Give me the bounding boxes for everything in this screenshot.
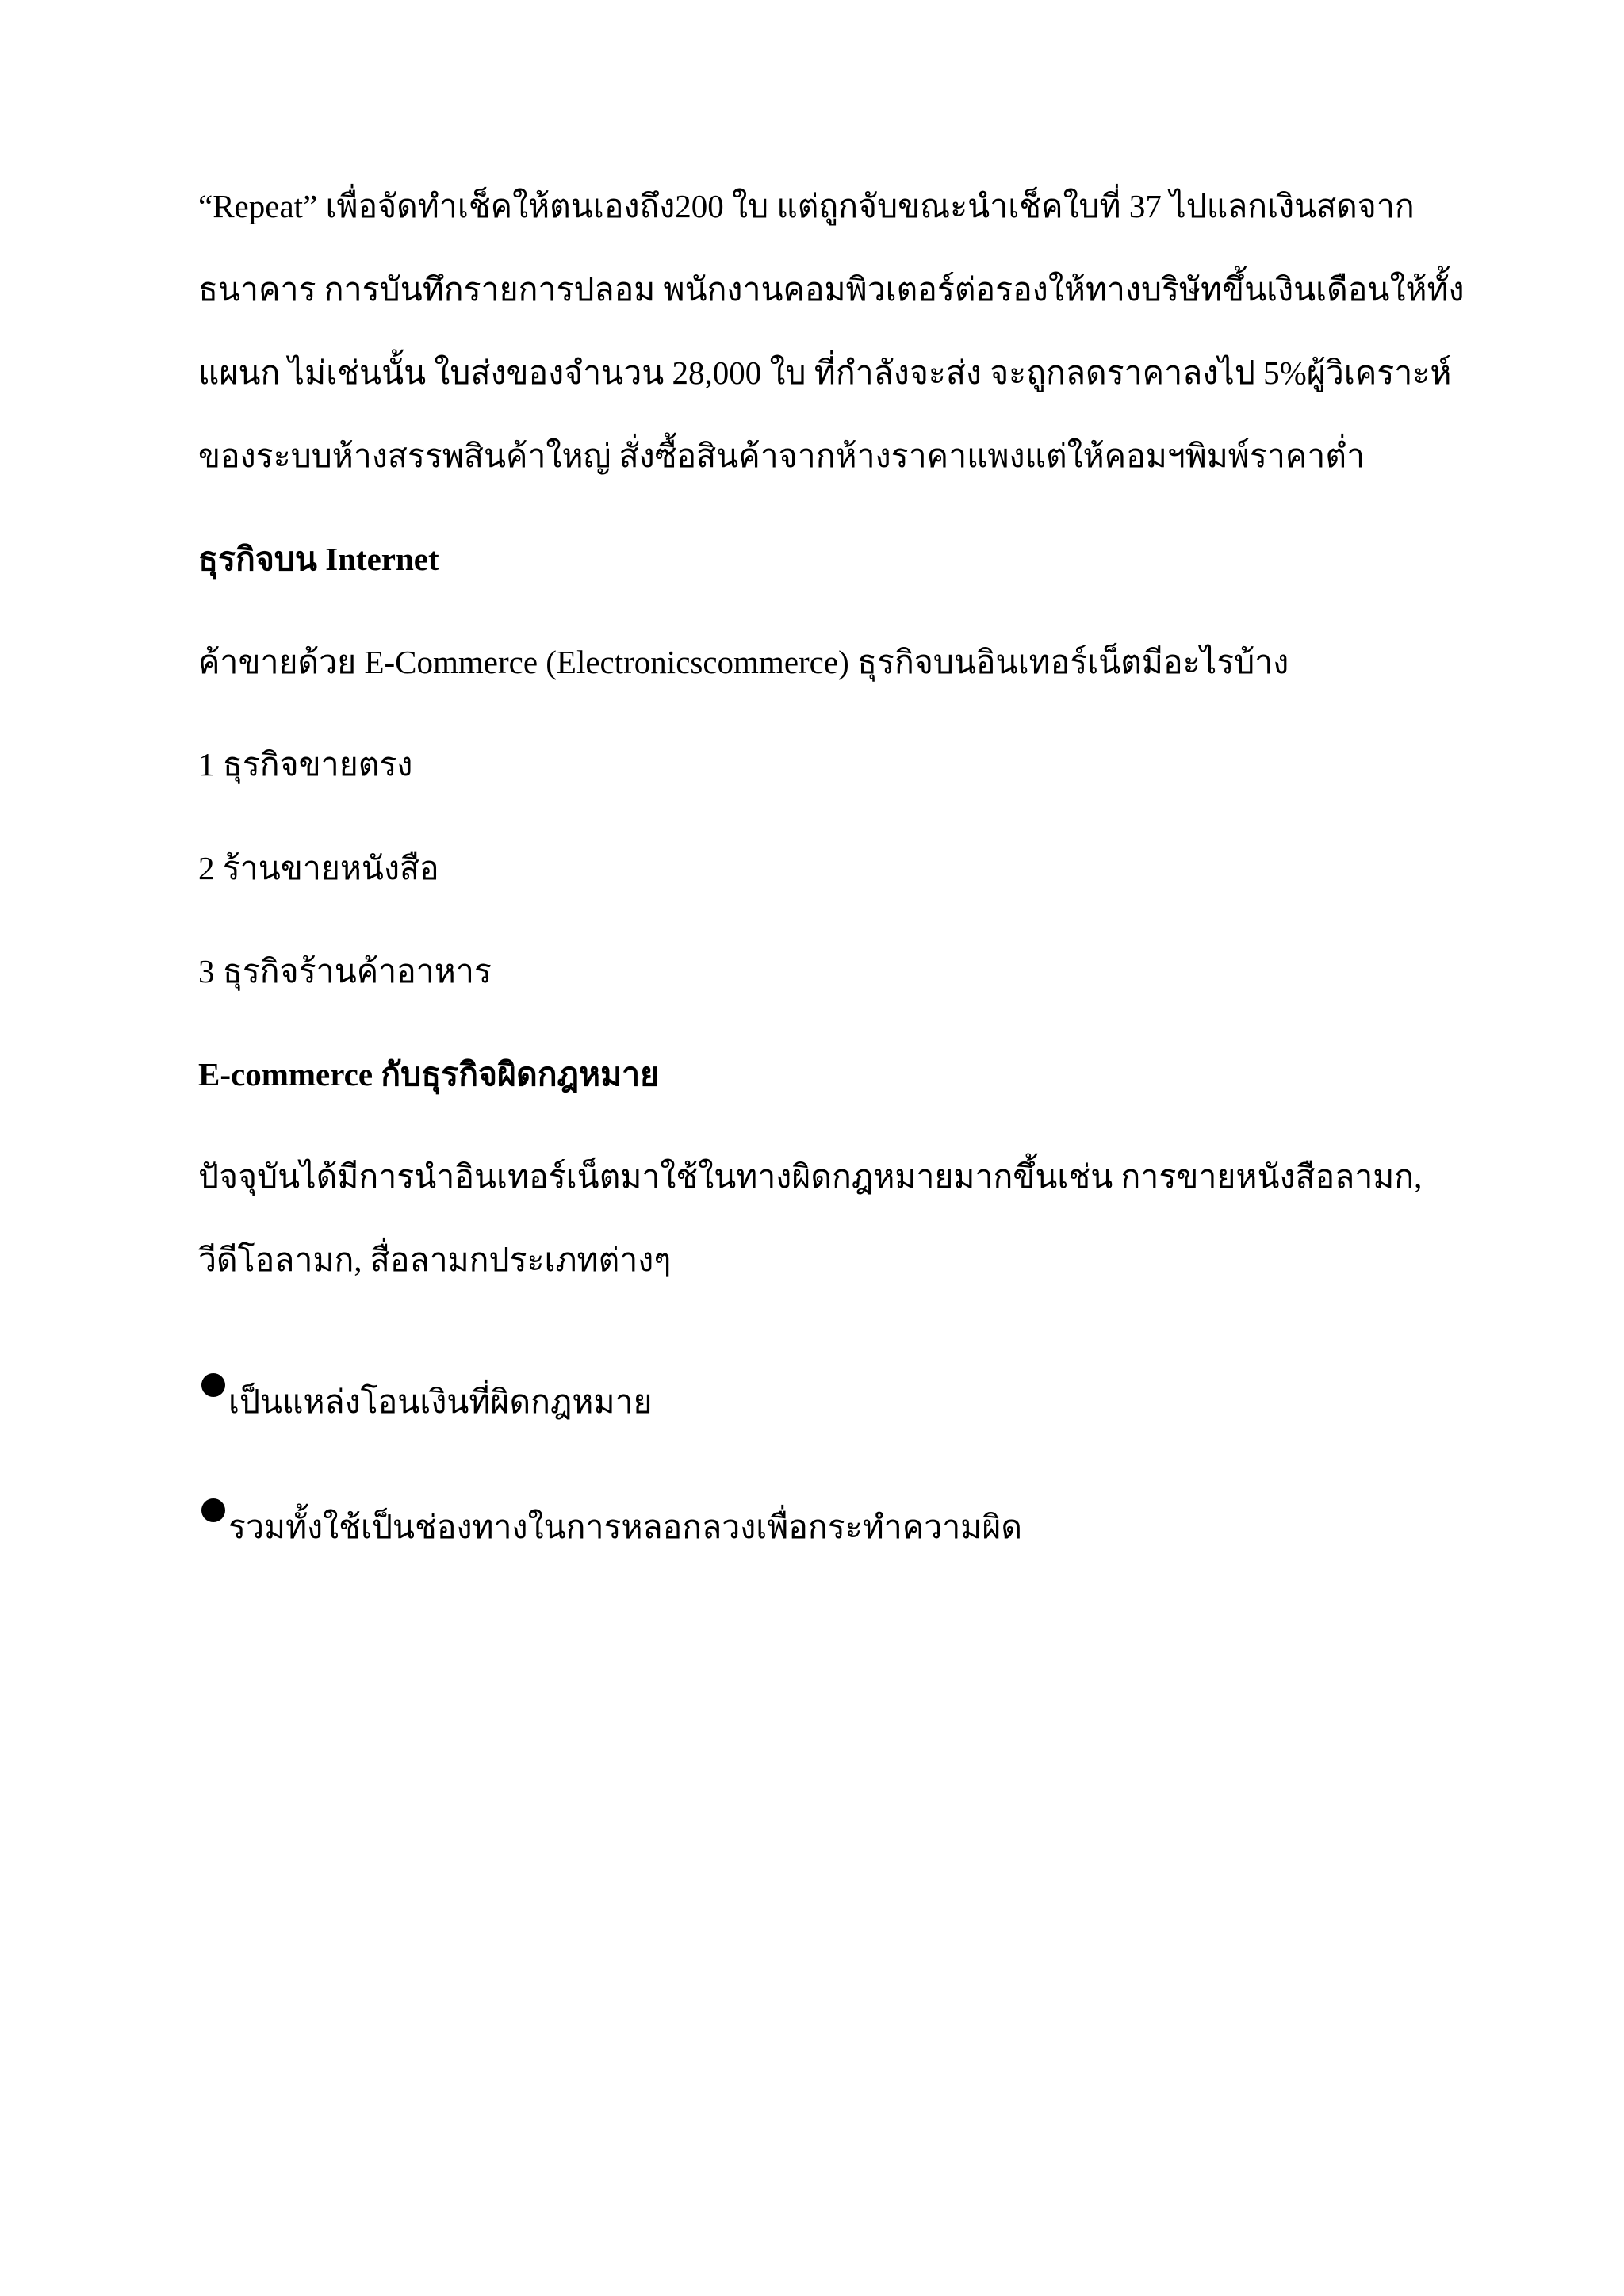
list-item-text: 3 ธุรกิจร้านค้าอาหาร [198,953,492,989]
list-item [198,852,1435,885]
document-body [198,188,1465,1546]
list-item [198,955,1435,988]
list-item [198,748,1435,781]
intro-line: ของระบบห้างสรรพสินค้าใหญ่ สั่งซื้อสินค้าจากห้างราคาแพงแต่ให้คอมฯพิมพ์ราคาต่ำ [198,438,1365,474]
intro-line: แผนก ไม่เช่นนั้น ใบส่งของจำนวน 28,000 ใบ ที่กำลังจะส่ง จะถูกลดราคาลงไป 5%ผู้วิเคราะห์ [198,354,1452,391]
bullet-item [198,1373,1435,1421]
list-item-text: 2 ร้านขายหนังสือ [198,850,439,886]
heading-internet-business [198,543,1435,576]
ecommerce-intro [198,646,1435,679]
bullet-dot-icon [201,1498,225,1522]
bullet-dot-icon [201,1373,225,1397]
heading-internet-text: ธุรกิจบน Internet [198,541,439,577]
bullet-item [198,1498,1435,1546]
ecommerce-intro-text: ค้าขายด้วย E-Commerce (Electronicscommerce) ธุรกิจบนอินเทอร์เน็ตมีอะไรบ้าง [198,644,1289,680]
list-item-text: 1 ธุรกิจขายตรง [198,746,413,783]
heading-illegal-ecommerce [198,1058,1435,1091]
intro-line: “Repeat” เพื่อจัดทำเช็คให้ตนเองถึง200 ใบ แต่ถูกจับขณะนำเช็คใบที่ 37 ไปแลกเงินสดจาก [198,188,1415,224]
illegal-paragraph [198,1158,1435,1278]
bullet-item-text: รวมทั้งใช้เป็นช่องทางในการหลอกลวงเพื่อกระทำความผิด [228,1509,1022,1545]
illegal-line: วีดีโอลามก, สื่อลามกประเภทต่างๆ [198,1242,672,1278]
illegal-line: ปัจจุบันได้มีการนำอินเทอร์เน็ตมาใช้ในทางผิดกฎหมายมากขึ้นเช่น การขายหนังสือลามก, [198,1158,1423,1195]
bullet-item-text: เป็นแหล่งโอนเงินที่ผิดกฎหมาย [228,1383,653,1420]
intro-paragraph [198,188,1465,474]
heading-illegal-text: E-commerce กับธุรกิจผิดกฎหมาย [198,1056,660,1093]
intro-line: ธนาคาร การบันทึกรายการปลอม พนักงานคอมพิวเตอร์ต่อรองให้ทางบริษัทขึ้นเงินเดือนให้ทั้ง [198,271,1465,308]
